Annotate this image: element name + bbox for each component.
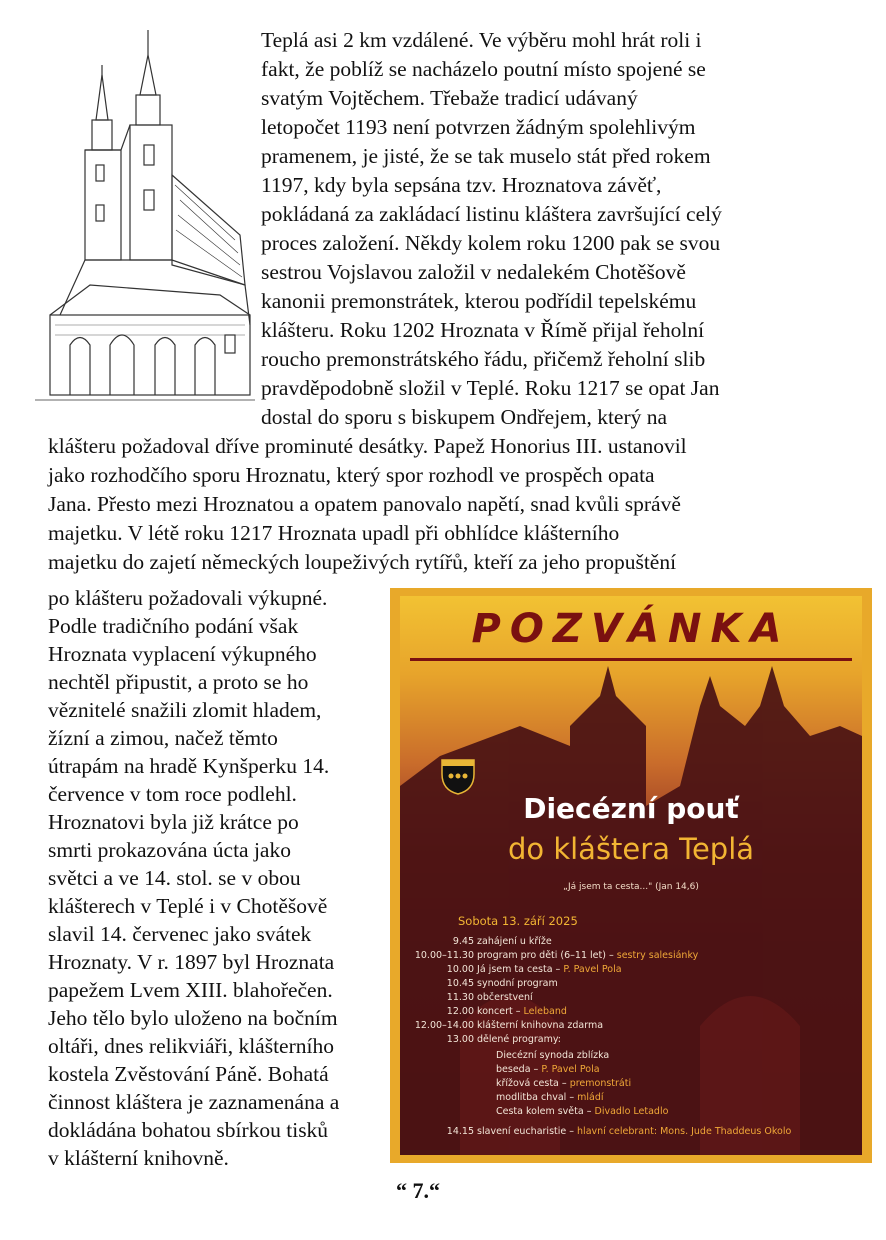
program-item — [444, 992, 533, 1003]
poster-title-rule — [410, 658, 852, 661]
text-line: Hroznata vyplacení výkupného — [48, 642, 317, 666]
text-line: proces založení. Někdy kolem roku 1200 pak se svou — [261, 231, 721, 255]
poster-panel — [400, 596, 862, 1155]
program-desc: občerstvení — [477, 992, 533, 1003]
program-desc: program pro děti (6–11 let) – — [477, 950, 614, 961]
text-line: letopočet 1193 není potvrzen žádným spolehlivým — [261, 115, 696, 139]
text-line: fakt, že poblíž se nacházelo poutní místo spojené se — [261, 57, 706, 81]
program-item — [444, 1006, 567, 1017]
program-time: 13.00 — [446, 1034, 474, 1045]
program-item — [444, 1126, 791, 1137]
text-line: Jeho tělo bylo uloženo na bočním — [48, 1006, 338, 1030]
text-line: dokládána bohatou sbírkou tisků — [48, 1118, 329, 1142]
program-time: 12.00 — [446, 1006, 474, 1017]
text-line: Teplá asi 2 km vzdálené. Ve výběru mohl hrát roli i — [261, 28, 702, 52]
subprogram-item — [496, 1106, 668, 1117]
subprogram-desc: křížová cesta – — [496, 1078, 567, 1089]
text-line: dostal do sporu s biskupem Ondřejem, který na — [261, 405, 668, 429]
coat-of-arms-icon — [440, 756, 476, 796]
subprogram-item — [496, 1092, 604, 1103]
text-line: věznitelé snažili zlomit hladem, — [48, 698, 322, 722]
text-line: Hroznaty. V r. 1897 byl Hroznata — [48, 950, 335, 974]
subprogram-item — [496, 1050, 609, 1061]
text-line: pramenem, je jisté, že se tak muselo stát před rokem — [261, 144, 711, 168]
program-desc: zahájení u kříže — [477, 936, 552, 947]
poster-title: POZVÁNKA — [471, 606, 791, 652]
program-desc: klášterní knihovna zdarma — [477, 1020, 604, 1031]
text-line: klášteru požadoval dříve prominuté desátky. Papež Honorius III. ustanovil — [48, 434, 687, 458]
subprogram-item — [496, 1064, 600, 1075]
text-line: Jana. Přesto mezi Hroznatou a opatem panovalo napětí, snad kvůli správě — [48, 492, 681, 516]
poster-quote: „Já jsem ta cesta..." (Jan 14,6) — [563, 882, 699, 892]
program-time: 10.00 — [446, 964, 474, 975]
text-line: sestrou Vojslavou založil v nedalekém Chotěšově — [261, 260, 686, 284]
text-line: svatým Vojtěchem. Třebaže tradicí udávaný — [261, 86, 638, 110]
program-desc: slavení eucharistie – — [477, 1126, 574, 1137]
program-desc: dělené programy: — [477, 1034, 561, 1045]
text-line: žízní a zimou, načež těmto — [48, 726, 278, 750]
program-accent: sestry salesiánky — [616, 950, 699, 961]
program-time: 12.00–14.00 — [414, 1020, 474, 1031]
text-line: Podle tradičního podání však — [48, 614, 299, 638]
program-item — [444, 978, 558, 989]
program-time: 10.00–11.30 — [414, 950, 474, 961]
text-line: majetku. V létě roku 1217 Hroznata upadl při obhlídce klášterního — [48, 521, 620, 545]
text-line: pravděpodobně složil v Teplé. Roku 1217 se opat Jan — [261, 376, 720, 400]
text-line: roucho premonstrátského řádu, přičemž řeholní slib — [261, 347, 706, 371]
subprogram-accent: premonstráti — [569, 1078, 632, 1089]
program-accent: Leleband — [523, 1006, 567, 1017]
text-line: smrti prokazována úcta jako — [48, 838, 291, 862]
text-line: majetku do zajetí německých loupeživých rytířů, kteří za jeho propuštění — [48, 550, 677, 574]
text-line: jako rozhodčího sporu Hroznatu, který spor rozhodl ve prospěch opata — [48, 463, 655, 487]
text-line: oltáři, dnes relikviáři, klášterního — [48, 1034, 334, 1058]
program-time: 9.45 — [452, 936, 474, 947]
text-line: slavil 14. červenec jako svátek — [48, 922, 312, 946]
program-desc: Já jsem ta cesta – — [477, 964, 561, 975]
text-line: po klášteru požadovali výkupné. — [48, 586, 328, 610]
subprogram-desc: Cesta kolem světa – — [496, 1106, 592, 1117]
program-accent: hlavní celebrant: Mons. Jude Thaddeus Okolo — [577, 1126, 792, 1137]
subprogram-desc: Diecézní synoda zblízka — [496, 1050, 610, 1061]
program-accent: P. Pavel Pola — [563, 964, 622, 975]
page-number: “ 7.“ — [396, 1178, 440, 1203]
invitation-poster — [390, 588, 872, 1163]
subprogram-accent: Divadlo Letadlo — [594, 1106, 669, 1117]
poster-heading-main: Diecézní pouť — [523, 792, 739, 825]
program-time: 10.45 — [446, 978, 474, 989]
subprogram-accent: mládí — [577, 1092, 604, 1103]
text-line: klášteru. Roku 1202 Hroznata v Římě přijal řeholní — [261, 318, 705, 342]
program-time: 14.15 — [446, 1126, 474, 1137]
text-line: světci a ve 14. stol. se v obou — [48, 866, 301, 890]
text-line: nechtěl připustit, a proto se ho — [48, 670, 309, 694]
text-line: klášterech v Teplé i v Chotěšově — [48, 894, 328, 918]
poster-heading-sub: do kláštera Teplá — [507, 832, 755, 866]
text-line: pokládaná za zakládací listinu kláštera završující celý — [261, 202, 722, 226]
program-item — [444, 1034, 561, 1045]
poster-date: Sobota 13. září 2025 — [458, 914, 578, 928]
subprogram-desc: modlitba chval – — [496, 1092, 575, 1103]
text-line: kostela Zvěstování Páně. Bohatá — [48, 1062, 329, 1086]
program-item — [444, 964, 622, 975]
text-line: papežem Lvem XIII. blahořečen. — [48, 978, 333, 1002]
text-line: v klášterní knihovně. — [48, 1146, 229, 1170]
subprogram-item — [496, 1078, 631, 1089]
church-sketch-illustration — [30, 25, 256, 411]
program-item — [414, 1020, 604, 1031]
program-item — [414, 950, 699, 961]
subprogram-desc: beseda – — [496, 1064, 539, 1075]
text-line: července v tom roce podlehl. — [48, 782, 297, 806]
text-line: kanonii premonstrátek, kterou podřídil tepelskému — [261, 289, 697, 313]
program-item — [444, 936, 552, 947]
program-desc: synodní program — [477, 978, 558, 989]
program-desc: koncert – — [477, 1006, 521, 1017]
subprogram-accent: P. Pavel Pola — [541, 1064, 600, 1075]
text-line: Hroznatovi byla již krátce po — [48, 810, 299, 834]
text-line: 1197, kdy byla sepsána tzv. Hroznatova závěť, — [261, 173, 662, 197]
program-time: 11.30 — [446, 992, 474, 1003]
text-line: útrapám na hradě Kynšperku 14. — [48, 754, 330, 778]
text-line: činnost kláštera je zaznamenána a — [48, 1090, 340, 1114]
